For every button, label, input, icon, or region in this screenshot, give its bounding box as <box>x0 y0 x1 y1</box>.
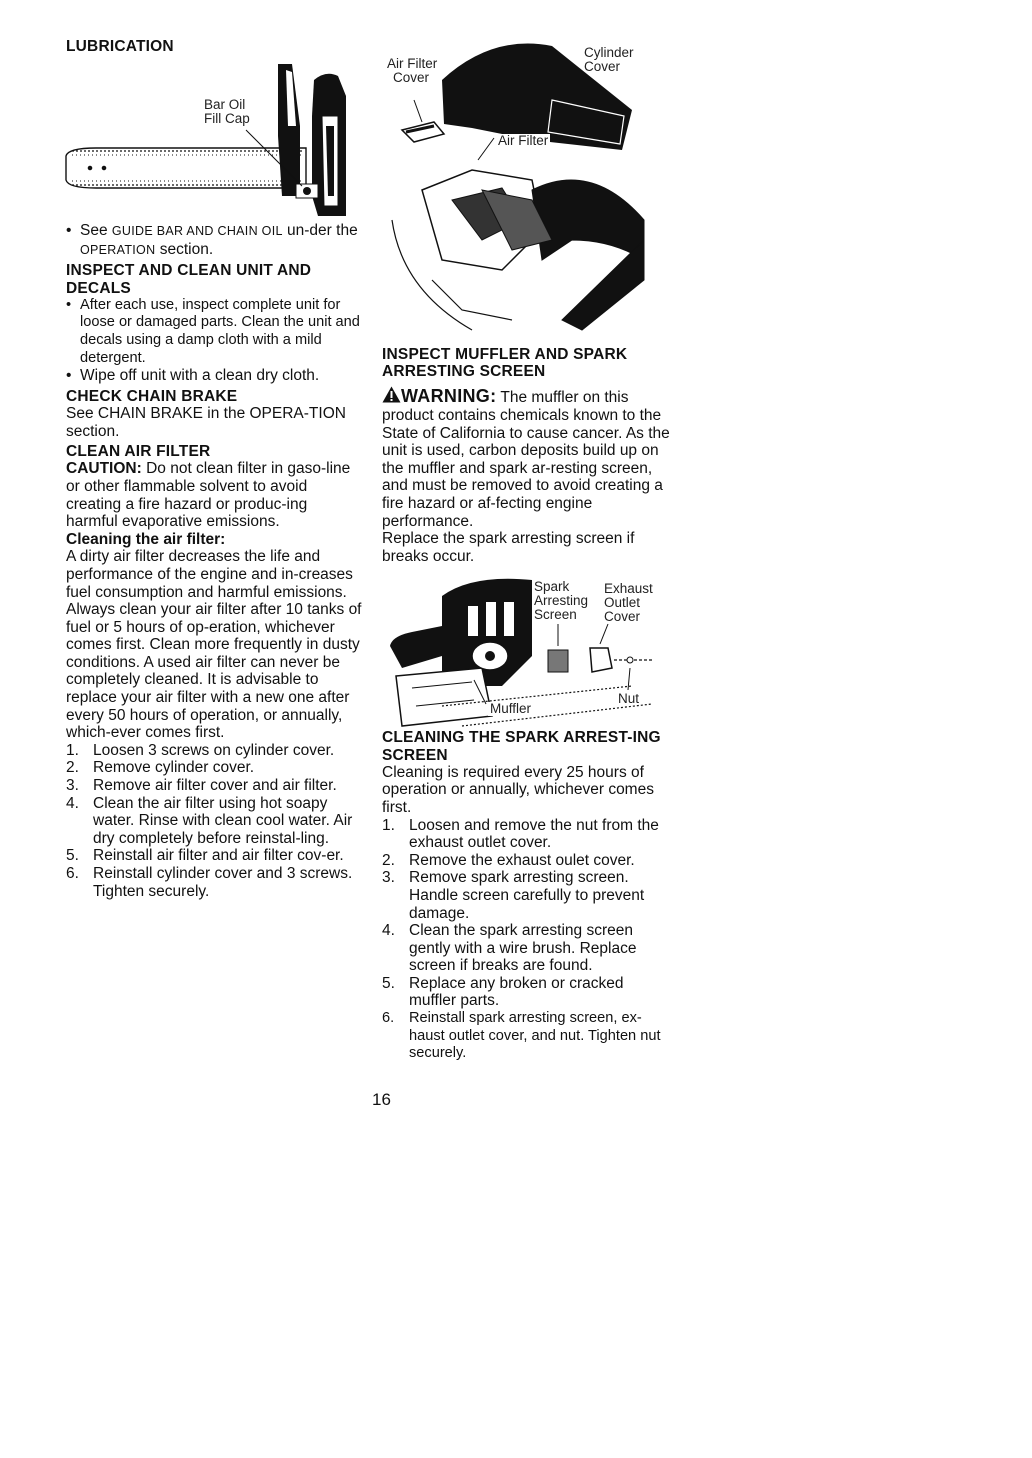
list-item: 1. Loosen and remove the nut from the exhaust outlet cover. <box>382 816 659 852</box>
caution-paragraph: CAUTION: Do not clean filter in gaso-line or other flammable solvent to avoid creating a fire hazard or produc-ing harmful evaporative emissions. <box>66 460 351 531</box>
list-item: 4. Clean the spark arresting screen gently with a wire brush. Replace screen if breaks are found. <box>382 922 637 975</box>
list-item: 2. Remove the exhaust oulet cover. <box>382 851 635 869</box>
lubrication-bullets <box>66 222 362 259</box>
air-filter-subheading: Cleaning the air filter: <box>66 530 226 548</box>
inspect-unit-bullets <box>66 297 362 385</box>
nut-label: Nut <box>618 691 640 706</box>
muffler-label: Muffler <box>490 701 532 716</box>
spark-screen-steps <box>382 817 674 1063</box>
chainsaw-body-illustration <box>278 64 346 216</box>
air-filter-label: Air Filter <box>498 133 549 148</box>
list-item: 3. Remove air filter cover and air filter. <box>66 777 337 795</box>
list-item: • See GUIDE BAR AND CHAIN OIL un-der the OPERATION section. <box>66 222 362 259</box>
air-filter-steps <box>66 742 362 900</box>
muffler-heading: INSPECT MUFFLER AND SPARK ARRESTING SCREEN <box>382 346 628 381</box>
list-item: 3. Remove spark arresting screen. Handle screen carefully to prevent damage. <box>382 869 645 922</box>
air-filter-cover-label: Air Filter Cover <box>387 56 438 85</box>
air-filter-body: A dirty air filter decreases the life and performance of the engine and in-creases fuel consumption and harmful emissions. Always clean your air filter after 10 tanks of fuel or 5 hours of op-eration, whichever comes first. Clean more frequently in dusty conditions. A used air filter can never be completely cleaned. It is advisable to replace your air filter with a new one after every 50 hours of operation, or annually, which-ever comes first. <box>66 548 362 742</box>
list-item: 2. Remove cylinder cover. <box>66 759 255 777</box>
list-item: 4. Clean the air filter using hot soapy water. Rinse with clean cool water. Air dry completely before reinstal-ling. <box>66 794 353 847</box>
warning-triangle-icon <box>382 386 401 403</box>
page-number: 16 <box>372 1090 391 1109</box>
engine-body-illustration <box>392 170 644 330</box>
list-item: 6. Reinstall spark arresting screen, ex-haust outlet cover, and nut. Tighten nut securely. <box>382 1010 661 1062</box>
list-item: 5. Replace any broken or cracked muffler parts. <box>382 974 624 1010</box>
spark-screen-heading: CLEANING THE SPARK ARREST-ING SCREEN <box>382 729 661 764</box>
warning-paragraph: WARNING: The muffler on this product contains chemicals known to the State of California to cause cancer. As the unit is used, carbon deposits build up on the muffler and spark ar-resting screen, and must be removed to avoid creating a fire hazard or af-fecting engine performance. <box>382 386 670 530</box>
lubrication-heading: LUBRICATION <box>66 38 174 55</box>
list-item: • After each use, inspect complete unit for loose or damaged parts. Clean the unit and decals using a damp cloth with a mild detergent. <box>66 297 362 367</box>
list-item: 5. Reinstall air filter and air filter cov-er. <box>66 847 344 865</box>
bar-oil-figure <box>56 56 356 220</box>
bar-oil-label: Bar Oil Fill Cap <box>204 97 250 126</box>
air-filter-figure <box>382 40 652 340</box>
list-item: 1. Loosen 3 screws on cylinder cover. <box>66 741 335 759</box>
list-item: • Wipe off unit with a clean dry cloth. <box>66 367 362 385</box>
air-filter-cover-illustration <box>402 122 444 142</box>
muffler-parts-illustration <box>472 642 652 672</box>
spark-arresting-screen-label: Spark Arresting Screen <box>534 579 589 622</box>
exhaust-outlet-cover-label: Exhaust Outlet Cover <box>604 581 653 624</box>
air-filter-heading: CLEAN AIR FILTER <box>66 443 211 461</box>
cylinder-cover-label: Cylinder Cover <box>584 45 634 74</box>
chain-brake-heading: CHECK CHAIN BRAKE <box>66 387 238 405</box>
spark-screen-intro: Cleaning is required every 25 hours of operation or annually, whichever comes first. <box>382 763 654 816</box>
replace-screen-text: Replace the spark arresting screen if breaks occur. <box>382 530 635 565</box>
list-item: 6. Reinstall cylinder cover and 3 screws. Tighten securely. <box>66 865 353 900</box>
inspect-unit-heading: INSPECT AND CLEAN UNIT AND DECALS <box>66 262 312 297</box>
chain-brake-text: See CHAIN BRAKE in the OPERA-TION section. <box>66 404 346 440</box>
